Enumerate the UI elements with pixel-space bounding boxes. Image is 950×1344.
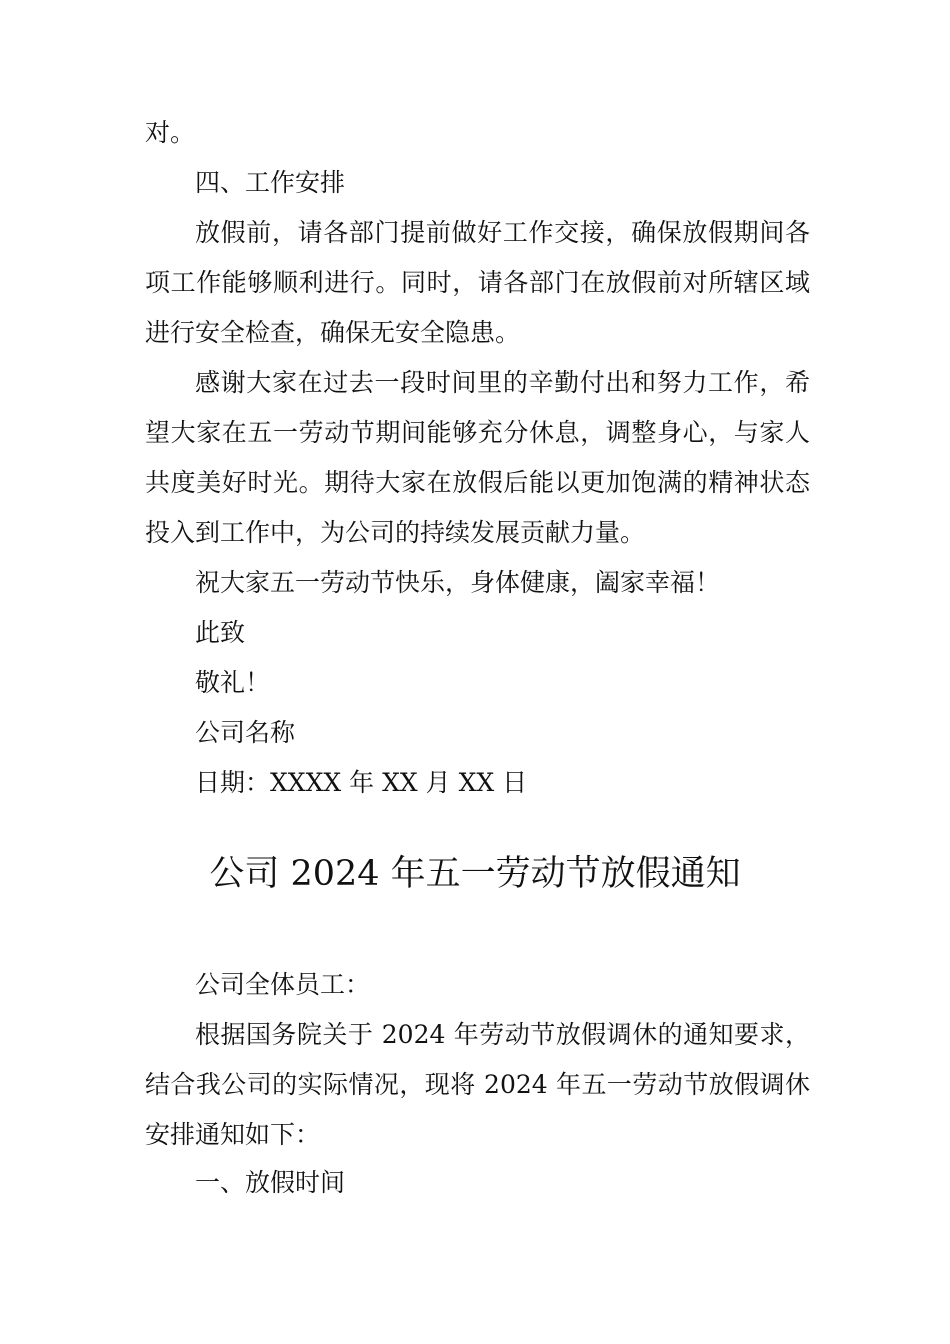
date-line: 日期：XXXX 年 XX 月 XX 日 [195,768,528,797]
text-line: 根据国务院关于 2024 年劳动节放假调休的通知要求， [195,1020,810,1049]
company-name: 公司名称 [195,718,296,747]
text-line: 投入到工作中，为公司的持续发展贡献力量。 [145,518,646,547]
text-line: 共度美好时光。期待大家在放假后能以更加饱满的精神状态 [145,468,810,497]
text-line: 结合我公司的实际情况，现将 2024 年五一劳动节放假调休 [145,1070,810,1099]
text-line: 进行安全检查，确保无安全隐患。 [145,318,521,347]
text-line: 感谢大家在过去一段时间里的辛勤付出和努力工作，希 [195,368,810,397]
text-line: 项工作能够顺利进行。同时，请各部门在放假前对所辖区域 [145,268,810,297]
salutation: 公司全体员工： [195,970,371,999]
notice-title: 公司 2024 年五一劳动节放假通知 [209,854,741,894]
section-heading-holiday: 一、放假时间 [195,1168,346,1197]
text-line: 望大家在五一劳动节期间能够充分休息，调整身心，与家人 [145,418,810,447]
text-line: 安排通知如下： [145,1120,321,1149]
closing-line: 敬礼！ [195,668,271,697]
wishes-line: 祝大家五一劳动节快乐，身体健康，阖家幸福！ [195,568,721,597]
closing-line: 此致 [195,618,246,647]
text-line: 对。 [145,118,196,147]
text-line: 放假前，请各部门提前做好工作交接，确保放假期间各 [195,218,810,247]
section-heading-work: 四、工作安排 [195,168,346,197]
